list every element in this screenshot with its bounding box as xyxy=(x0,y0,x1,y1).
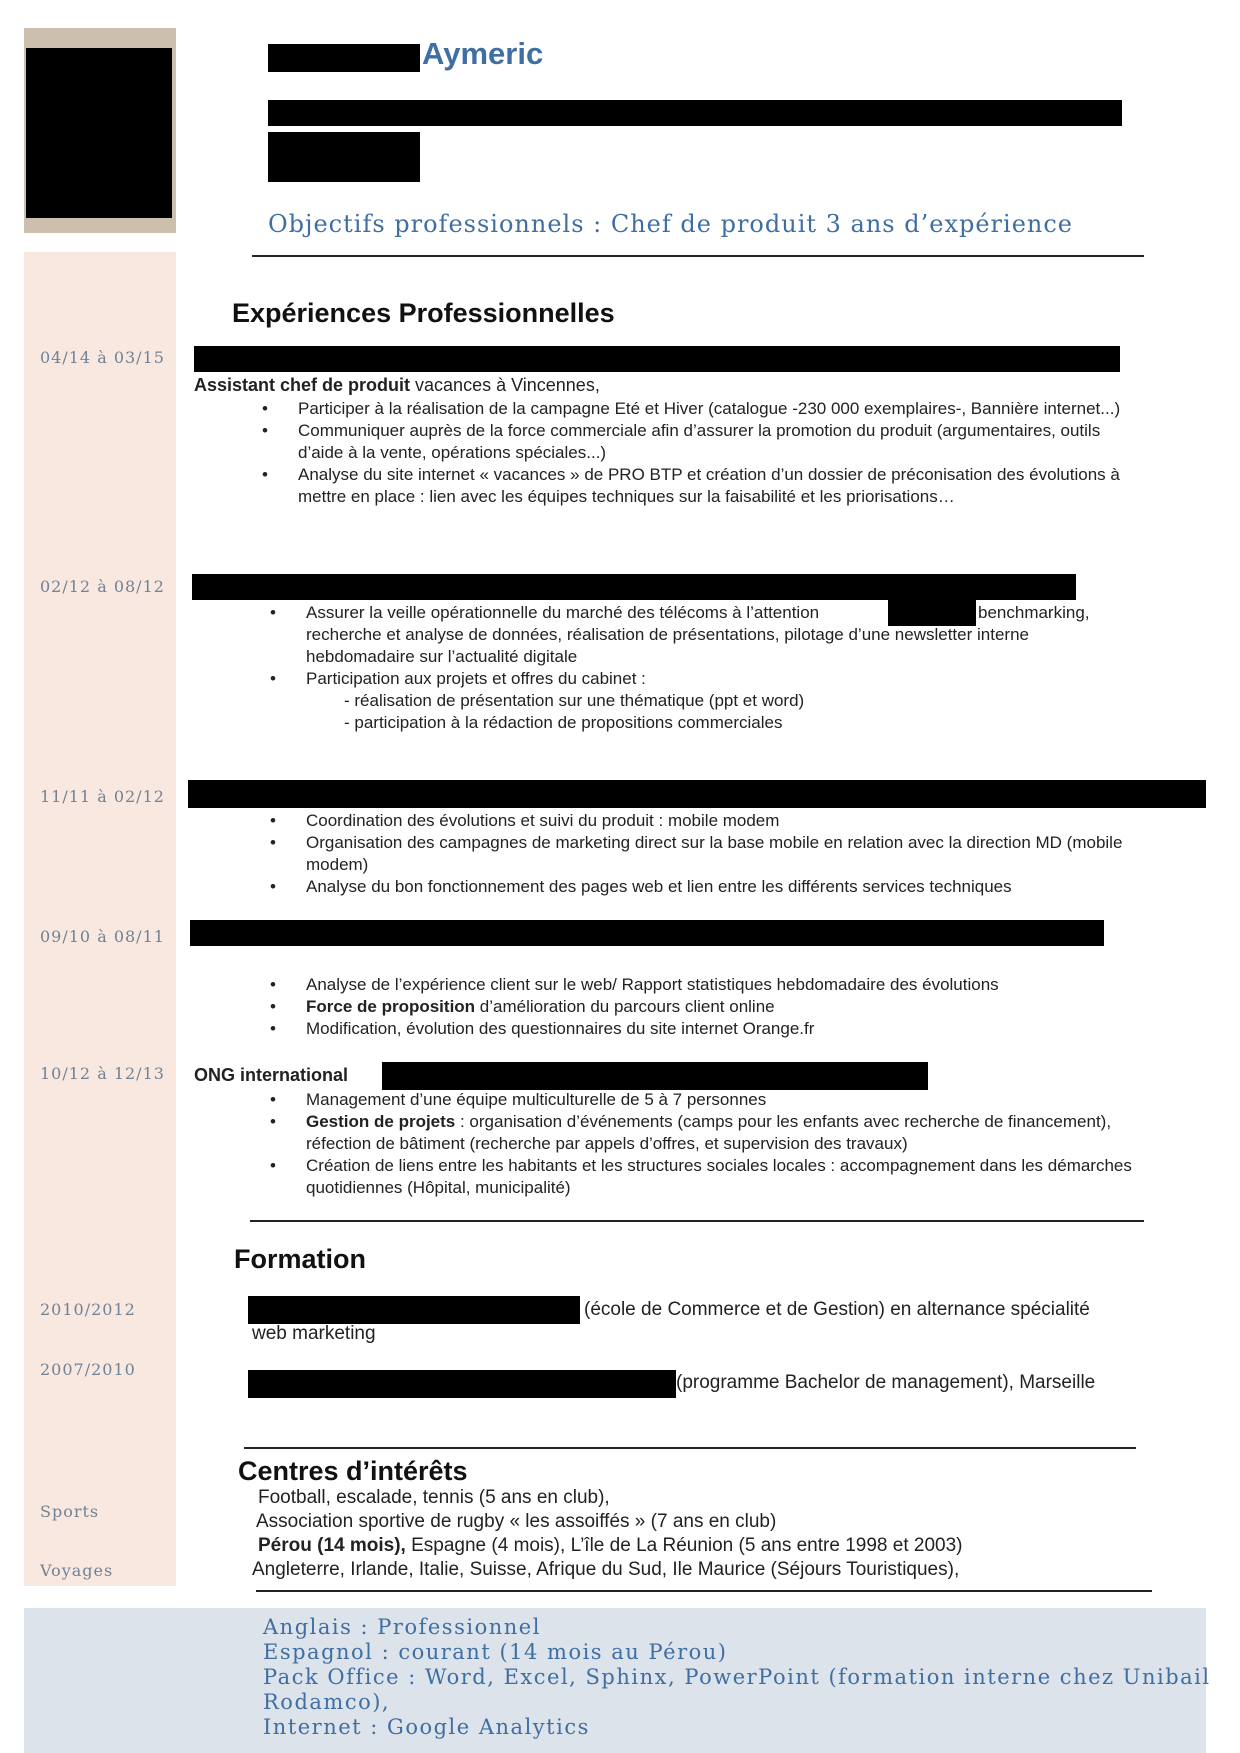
first-name: Aymeric xyxy=(422,36,544,71)
job-5-org-redaction xyxy=(382,1062,928,1090)
job-3-employer-redaction xyxy=(188,780,1206,808)
interests-line-1: Football, escalade, tennis (5 ans en club), xyxy=(258,1487,610,1508)
education-divider xyxy=(244,1447,1136,1449)
list-item: • Communiquer auprès de la force commerciale afin d’assurer la promotion du produit (argumentaires, outils d’aide à la vente, opérations spéciales...) xyxy=(298,420,1150,464)
contact-redaction-2 xyxy=(268,132,420,182)
edu-2-text: (programme Bachelor de management), Marseille xyxy=(676,1372,1096,1393)
job-2-subitems xyxy=(306,690,1144,734)
list-item: • Management d’une équipe multiculturelle de 5 à 7 personnes xyxy=(306,1089,1166,1111)
experience-title: Expériences Professionnelles xyxy=(232,298,615,328)
interests-line-2: Association sportive de rugby « les assoiffés » (7 ans en club) xyxy=(256,1511,777,1532)
skill-internet: Internet : Google Analytics xyxy=(263,1715,590,1739)
list-item: • Gestion de projets : organisation d’événements (camps pour les enfants avec recherche de financement), réfection de bâtiment (recherche par appels d’offres, et supervision des travaux) xyxy=(306,1111,1166,1155)
job-5-org: ONG international xyxy=(194,1065,349,1085)
edu-1-school-redaction xyxy=(248,1296,580,1324)
photo-redaction xyxy=(26,48,172,218)
job-5-dates: 10/12 à 12/13 xyxy=(40,1064,165,1083)
list-item: • Analyse du bon fonctionnement des pages web et lien entre les différents services techniques xyxy=(306,876,1166,898)
edu-1-text-2: web marketing xyxy=(252,1323,376,1344)
date-sidebar xyxy=(24,252,176,1586)
list-item: • Modification, évolution des questionnaires du site internet Orange.fr xyxy=(306,1018,1166,1040)
skill-office-cont: Rodamco), xyxy=(263,1690,391,1714)
list-item: • Participer à la réalisation de la campagne Eté et Hiver (catalogue -230 000 exemplaires-, Bannière internet...) xyxy=(298,398,1150,420)
job-5-bullets xyxy=(306,1089,1166,1199)
job-1-bullets xyxy=(298,398,1150,508)
sports-label: Sports xyxy=(40,1502,100,1521)
list-item: • Coordination des évolutions et suivi du produit : mobile modem xyxy=(306,810,1166,832)
list-item: • Organisation des campagnes de marketing direct sur la base mobile en relation avec la direction MD (mobile modem) xyxy=(306,832,1166,876)
job-1-role: Assistant chef de produit vacances à Vincennes, xyxy=(194,375,600,395)
job-2-bullets xyxy=(306,668,1124,690)
job-3-dates: 11/11 à 02/12 xyxy=(40,787,165,806)
sub-item: - réalisation de présentation sur une thématique (ppt et word) xyxy=(344,691,805,710)
interests-line-3: Pérou (14 mois), Espagne (4 mois), L’île de La Réunion (5 ans entre 1998 et 2003) xyxy=(258,1535,963,1556)
job-4-dates: 09/10 à 08/11 xyxy=(40,927,165,946)
edu-1-dates: 2010/2012 xyxy=(40,1300,136,1319)
job-4-bullets xyxy=(306,974,1166,1040)
contact-redaction-1 xyxy=(268,100,1122,126)
job-3-bullets xyxy=(306,810,1166,898)
skill-office: Pack Office : Word, Excel, Sphinx, PowerPoint (formation interne chez Unibail xyxy=(263,1665,1211,1689)
interests-line-4: Angleterre, Irlande, Italie, Suisse, Afrique du Sud, Ile Maurice (Séjours Touristiques), xyxy=(252,1559,960,1580)
experience-divider xyxy=(250,1220,1144,1222)
surname-redaction xyxy=(268,44,420,72)
list-item: • Analyse du site internet « vacances » de PRO BTP et création d’un dossier de préconisation des évolutions à mettre en place : lien avec les équipes techniques sur la faisabilité et les priorisations… xyxy=(298,464,1150,508)
education-title: Formation xyxy=(234,1244,366,1274)
job-2-bullet-1a: • Assurer la veille opérationnelle du marché des télécoms à l’attention xyxy=(270,603,820,622)
sub-item: - participation à la rédaction de propositions commerciales xyxy=(344,713,783,732)
list-item: • Participation aux projets et offres du cabinet : xyxy=(306,668,1124,690)
job-1-dates: 04/14 à 03/15 xyxy=(40,348,165,367)
interests-divider xyxy=(256,1590,1152,1592)
edu-2-dates: 2007/2010 xyxy=(40,1360,136,1379)
skill-english: Anglais : Professionnel xyxy=(263,1615,541,1639)
edu-2-school-redaction xyxy=(248,1370,676,1398)
travel-label: Voyages xyxy=(40,1561,114,1580)
job-1-employer-redaction xyxy=(194,346,1120,372)
list-item: • Analyse de l’expérience client sur le web/ Rapport statistiques hebdomadaire des évolutions xyxy=(306,974,1166,996)
list-item: • Force de proposition d’amélioration du parcours client online xyxy=(306,996,1166,1018)
job-4-employer-redaction xyxy=(190,920,1104,946)
edu-1-text: (école de Commerce et de Gestion) en alternance spécialité xyxy=(584,1299,1090,1320)
job-2-employer-redaction xyxy=(192,574,1076,600)
interests-title: Centres d’intérêts xyxy=(238,1456,468,1486)
job-2-bullet-1b: benchmarking, recherche et analyse de données, réalisation de présentations, pilotage d’une newsletter interne hebdomadaire sur l’actualité digitale xyxy=(306,603,1090,666)
list-item: • Création de liens entre les habitants et les structures sociales locales : accompagnement dans les démarches quotidiennes (Hôpital, municipalité) xyxy=(306,1155,1166,1199)
job-2-dates: 02/12 à 08/12 xyxy=(40,577,165,596)
objective: Objectifs professionnels : Chef de produit 3 ans d’expérience xyxy=(268,210,1073,238)
header-divider xyxy=(252,255,1144,257)
skill-spanish: Espagnol : courant (14 mois au Pérou) xyxy=(263,1640,728,1664)
